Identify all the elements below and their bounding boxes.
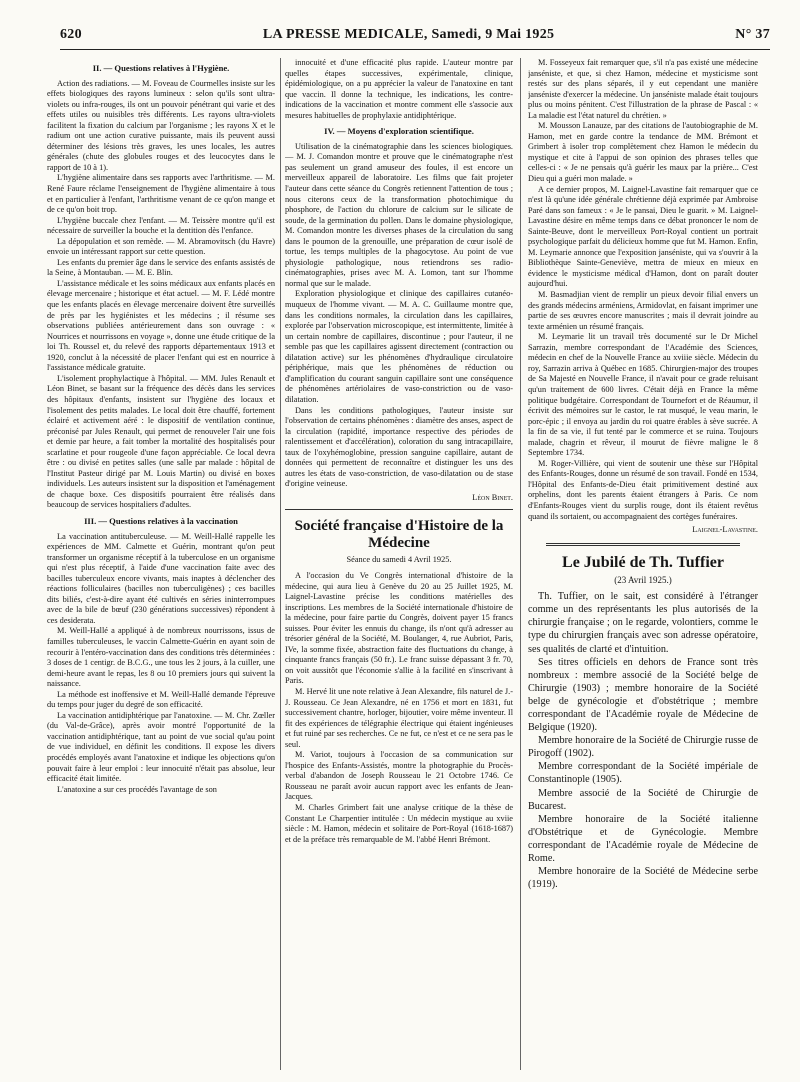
society-title: Société française d'Histoire de la Médecine (294, 518, 504, 552)
paragraph: M. Variot, toujours à l'occasion de sa communication sur l'hospice des Enfants-Assistés, montre la photographie du Procès-verbal d'abandon de Joseph Rousseau le 21 Octobre 1746. Ce Rousseau ne paraît avoir aucun rapport avec les enfants de Jean-Jacques. (285, 750, 513, 802)
column-left (47, 58, 275, 1070)
paragraph: L'hygiène alimentaire dans ses rapports avec l'arthritisme. — M. René Faure réclame l'enseignement de l'hygiène alimentaire à tous et en particulier à l'enfant, l'arthritisme venant de ce qu'on mange et de ce qu'on boit trop. (47, 173, 275, 215)
page-header (60, 27, 770, 47)
paragraph: Th. Tuffier, on le sait, est considéré à l'étranger comme un des représentants les plus autorisés de la chirurgie française ; on le regarde, volontiers, comme le type du chirurgien français avec son adresse opératoire, ses qualités de clarté et d'intuition. (528, 591, 758, 655)
paragraph: La vaccination antituberculeuse. — M. Weill-Hallé rappelle les expériences de MM. Calmette et Guérin, montrant qu'on peut transformer un organisme réceptif à la tuberculose en un organisme qui n'est plus réceptif, à l'aide d'une vaccination faite avec des bacilles tuberculeux encore vivants, mais inaptes à déclencher des réactions folliculaires (bacilles non tuberculigènes) ; ces bacilles dits biliés, c'est-à-dire ayant été cultivés en séries ininterrompues avec de la bile de bœuf (230 générations successives) répondent à ces desiderata. (47, 531, 275, 625)
paragraph: Les enfants du premier âge dans le service des enfants assistés de la Seine, à Montauban. — M. E. Blin. (47, 257, 275, 278)
paragraph: Membre honoraire de la Société de Chirurgie russe de Pirogoff (1902). (528, 735, 758, 760)
author-signature: Léon Binet. (472, 492, 513, 502)
paragraph: L'hygiène buccale chez l'enfant. — M. Teissère montre qu'il est nécessaire de surveiller la bouche et la dentition dès l'enfance. (47, 215, 275, 236)
paragraph: M. Roger-Villière, qui vient de soutenir une thèse sur l'Hôpital des Enfants-Rouges, donne un résumé de son travail. Fondé en 1534, l'Hôpital des Enfants-de-Dieu était primitivement destiné aux orphelins, dont les parents étaient étrangers à Paris. Ce nom d'Enfants-Rouges vient du surplis rouge, dont ils étaient revêtus quand ils sortaient, ou accompagnaient des cortèges funéraires. (528, 458, 758, 521)
paragraph: M. Hervé lit une note relative à Jean Alexandre, fils naturel de J.-J. Rousseau. Ce Jean Alexandre, né en 1756 et mort en 1831, fut successivement chantre, horloger, bijoutier, voire même inventeur. Il fit des expériences de télégraphie électrique qui étaient ingénieuses et fut ruiné par ses recherches. Ce ne fut, ce n'est et ce ne sera pas le seul. (285, 686, 513, 749)
section-heading: III. — Questions relatives à la vaccination (84, 515, 238, 526)
column-divider (280, 58, 281, 1070)
column-middle (285, 58, 513, 1070)
separator-rule (546, 543, 740, 546)
separator-rule (285, 509, 513, 510)
paragraph: Action des radiations. — M. Foveau de Courmelles insiste sur les effets biologiques des rayons lumineux : selon qu'ils sont ultra-violets ou infra-rouges, ils ont un pouvoir pénétrant qui varie et des effets utiles ou nuisibles très différents. Les rayons ultra-violets facilitent la fixation du calcium par l'organisme ; les rayons X et le radium ont une action curative puissante, mais ils peuvent aussi déterminer des lésions très graves, les unes locales, les autres générales (chute des globules rouges et des leucocytes dans le rapport de 10 à 1). (47, 78, 275, 172)
column-right (528, 58, 758, 1070)
paragraph: Membre honoraire de la Société de Médecine serbe (1919). (528, 866, 758, 891)
jubilee-article (528, 554, 758, 892)
session-date: Séance du samedi 4 Avril 1925. (346, 555, 452, 565)
paragraph: Dans les conditions pathologiques, l'auteur insiste sur l'observation de certains phénomènes : diamètre des anses, aspect de la circulation (rapidité, importance respective des périodes de ralentissement et d'accélération), coloration du sang intracapillaire, taux de l'oxyhémoglobine, pression sanguine capillaire, autant de données qui permettent de reconnaître et distinguer les uns des autres les états de vaso-constriction, de vaso-dilatation ou de stase d'origine veineuse. (285, 405, 513, 489)
paragraph: La dépopulation et son remède. — M. Abramovitsch (du Havre) envoie un intéressant rapport sur cette question. (47, 236, 275, 257)
paragraph: M. Mousson Lanauze, par des citations de l'autobiographie de M. Hamon, met en garde contre la tendance de MM. Brémont et Grimbert à isoler trop complètement chez Hamon le médecin du mystique et cite à l'appui de son opinion des phrases telles que celles-ci : « Je ne pensais qu'à guérir les maux par la prière... C'est Dieu qui a guéri mon malade. » (528, 121, 758, 184)
paragraph: La méthode est inoffensive et M. Weill-Hallé demande l'épreuve du temps pour juger du degré de son efficacité. (47, 689, 275, 710)
section-heading: II. — Questions relatives à l'Hygiène. (92, 63, 230, 73)
header-rule (60, 49, 770, 50)
column-divider (520, 58, 521, 1070)
paragraph: M. Leymarie lit un travail très documenté sur le Dr Michel Sarrazin, membre correspondant de l'Académie des Sciences, médecin en chef de la Nouvelle France au xviiie siècle. Médecin du roy, Sarrazin arriva à Québec en 1685. Chirurgien-major des troupes de Sa Majesté en Nouvelle France, il n'avait pour ce grade reluisant qu'un traitement de 600 livres. C'était déjà en France la même politique budgétaire. Correspondant de Tournefort et de Réaumur, il écrivit des mémoires sur le castor, le rat musqué, le veau marin, le porc-épic ; il envoya au jardin du roi quatre érables à sève sucrée. A la fin de sa vie, il fut tenté par le commerce et se ruina. Toujours malade, chagrin et rêveur, il mourut de fièvre maligne le 8 Septembre 1734. (528, 332, 758, 458)
paragraph: La vaccination antidiphtérique par l'anatoxine. — M. Chr. Zœller (du Val-de-Grâce), après avoir montré l'opportunité de la vaccination antidiphtérique, tant au point de vue social qu'au point de vue individuel, en définit les conditions. Il expose les divers procédés employés avant l'anatoxine et indique les objections qu'on pouvait faire à leur emploi : leur innocuité n'était pas absolue, leur efficacité était limitée. (47, 710, 275, 784)
jubilee-title: Le Jubilé de Th. Tuffier (562, 553, 724, 571)
paragraph: Exploration physiologique et clinique des capillaires cutanéo-muqueux de l'homme vivant. — M. A. C. Guillaume montre que, dans les conditions normales, la circulation dans les capillaires, explorée par l'observation microscopique, est intermittente, limitée à un certain nombre de capillaires, discontinue ; pour l'auteur, il ne semble pas que les capillaires agissent directement (contraction ou dilatation active) sur les phénomènes d'hydraulique circulatoire périphérique, mais que les phénomènes de réduction ou d'amplification du courant sanguin capillaire sont une conséquence de phénomènes artériolaires de vaso-constriction ou de vaso-dilatation. (285, 289, 513, 404)
paragraph: M. Basmadjian vient de remplir un pieux devoir filial envers un des grands médecins arméniens, Armidovlat, en faisant imprimer une partie de ses œuvres encore manuscrites ; mais il devrait joindre au texte arménien un résumé français. (528, 290, 758, 331)
paragraph: L'anatoxine a sur ces procédés l'avantage de son (57, 784, 217, 794)
paragraph: A ce dernier propos, M. Laignel-Lavastine fait remarquer que ce n'est là qu'une idée générale chrétienne déjà exprimée par Ambroise Paré dans son fameux : « Je le pansai, Dieu le guarit. » M. Laignel-Lavastine désire en même temps dans ce débat prononcer le nom de Sainte-Beuve, dont le merveilleux Port-Royal contient un portrait psychologique parfait du délicieux homme que fut M. Hamon. Enfin, M. Leymarie annonce que l'exposition janséniste, qui va s'ouvrir à la Bibliothèque Sainte-Geneviève, mettra de mieux en mieux en évidence le mysticisme médical d'Hamon, dont on paraît douter aujourd'hui. (528, 184, 758, 289)
paragraph: M. Weill-Hallé a appliqué à de nombreux nourrissons, issus de familles tuberculeuses, le vaccin Calmette-Guérin en ayant soin de recourir à l'entéro-vaccination dans des conditions très déterminées : 3 doses de 1 centigr. de B.C.G., une tous les 2 jours, à la cuiller, une demi-heure avant le repas, les 8 ou 10 premiers jours qui suivent la naissance. (47, 626, 275, 689)
paragraph: L'assistance médicale et les soins médicaux aux enfants placés en élevage mercenaire ; historique et état actuel. — M. F. Lédé montre que les enfants placés en élevage mercenaire doivent être surveillés de près par les hygiénistes et les médecins ; il résume ses observations publiées antérieurement dans son ouvrage : « Nourrices et nourrissons en voyage », donne une étude critique de la loi Th. Roussel et, du relevé des rapports départementaux 1913 et 1920, conclut à la nécessité de placer l'enfant qui est en nourrice à l'assistance médicale gratuite. (47, 278, 275, 373)
issue-number: N° 37 (735, 27, 770, 42)
paragraph: Membre honoraire de la Société italienne d'Obstétrique et de Gynécologie. Membre correspondant de l'Académie royale de Médecine de Rome. (528, 813, 758, 865)
paragraph: L'isolement prophylactique à l'hôpital. — MM. Jules Renault et Léon Binet, se basant sur la fréquence des décès dans les services des hôpitaux d'enfants, insistent sur l'hygiène des locaux et l'isolement des petits malades. Le local doit être chauffé, fortement éclairé et activement aéré : le dispositif de ventilation continue, préconisé par Jules Renault, qui permet de renouveler l'air une fois et demie par heure, a fait tomber la mortalité des hospitalisés pour scarlatine et pour rougeole d'une façon appréciable. Ce local devra être : ou divisé en petites salles (une salle par malade : hôpital de l'Institut Pasteur dirigé par M. Louis Martin) ou divisé en boxes individuels. Les auteurs insistent sur la disposition et l'aménagement de chaque boxe. Ces dispositifs pourraient être réalisés dans beaucoup de services hospitaliers d'adultes. (47, 373, 275, 510)
jubilee-date: (23 Avril 1925.) (614, 574, 672, 585)
paragraph: Membre correspondant de la Société impériale de Constantinople (1905). (528, 761, 758, 786)
author-signature: Laignel-Lavastine. (692, 525, 758, 535)
section-heading: IV. — Moyens d'exploration scientifique. (324, 126, 474, 137)
journal-title: LA PRESSE MEDICALE, Samedi, 9 Mai 1925 (262, 27, 555, 42)
paragraph: M. Fosseyeux fait remarquer que, s'il n'a pas existé une médecine janséniste, et que, si chez Hamon, médecine et mysticisme sont restés sur des plans séparés, il y eut cependant une manière janséniste d'exercer la médecine. Un janséniste malade était toujours plus ou moins pénitent. C'est l'illustration de la phrase de Pascal : « La maladie est l'état naturel du chrétien. » (528, 58, 758, 120)
paragraph: Membre associé de la Société de Chirurgie de Bucarest. (528, 787, 758, 812)
paragraph: Ses titres officiels en dehors de France sont très nombreux : membre associé de la Société belge de Chirurgie (1903) ; membre honoraire de la Société belge de gynécologie et d'obstétrique ; membre correspondant de l'Académie royale de Médecine de Belgique (1920). (528, 656, 758, 734)
paragraph: innocuité et d'une efficacité plus rapide. L'auteur montre par quelles étapes successives, expérimentale, clinique, épidémiologique, on a pu apprécier la valeur de l'anatoxine en tant que vaccin. Il donne la technique, les indications, les contre-indications de la vaccination et montre comment elle s'associe aux mesures habituelles de prophylaxie antidiphtérique. (285, 58, 513, 120)
paragraph: M. Charles Grimbert fait une analyse critique de la thèse de Constant Le Charpentier intitulée : Un médecin mystique au xviie siècle : M. Hamon, médecin et solitaire de Port-Royal (1618-1687) et de la préface très remarquable de M. l'abbé Henri Brémont. (285, 803, 513, 844)
paragraph: A l'occasion du Ve Congrès international d'histoire de la médecine, qui aura lieu à Genève du 20 au 25 Juillet 1925, M. Laignel-Lavastine précise les conditions matérielles des inscriptions. Les membres de la Société internationale d'histoire de la médecine, pour faire partie du Congrès, doivent payer 15 francs suisses. Pour éviter les ennuis du change, ils n'ont qu'à adresser au trésorier général de la Société, M. Boulanger, 4, rue Aubriot, Paris, IVe, la somme fixée, abstraction faite des fluctuations du change, à cinquante francs français (50 fr.). Le franc suisse dépassant 3 fr. 70, on voit aussitôt que l'économie s'allie à la facilité en s'inscrivant à Paris. (285, 570, 513, 686)
page-number: 620 (60, 27, 82, 42)
paragraph: Utilisation de la cinématographie dans les sciences biologiques. — M. J. Comandon montre et prouve que le cinématographe n'est pas seulement un grand amuseur des foules, il est encore un merveilleux appareil de laboratoire. Les films que fait projeter l'auteur dans cette séance du Congrès retiennent l'attention de tous ; nous citerons ceux de la transformation photochimique du phosphore, de l'action du chlorure de calcium sur le silicate de soude, de la germination du pollen. Dans le domaine physiologique, M. Comandon montre les diverses phases de la circulation du sang dans le poumon de la grenouille, une préparation de cœur isolé de tortue, les temps multiples de la phagocytose. Au point de vue physiologie pathologique, nous retiendrons ses radio-cinématographies, prises avec M. A. Lomon, tant sur l'homme normal que sur le malade. (285, 141, 513, 288)
